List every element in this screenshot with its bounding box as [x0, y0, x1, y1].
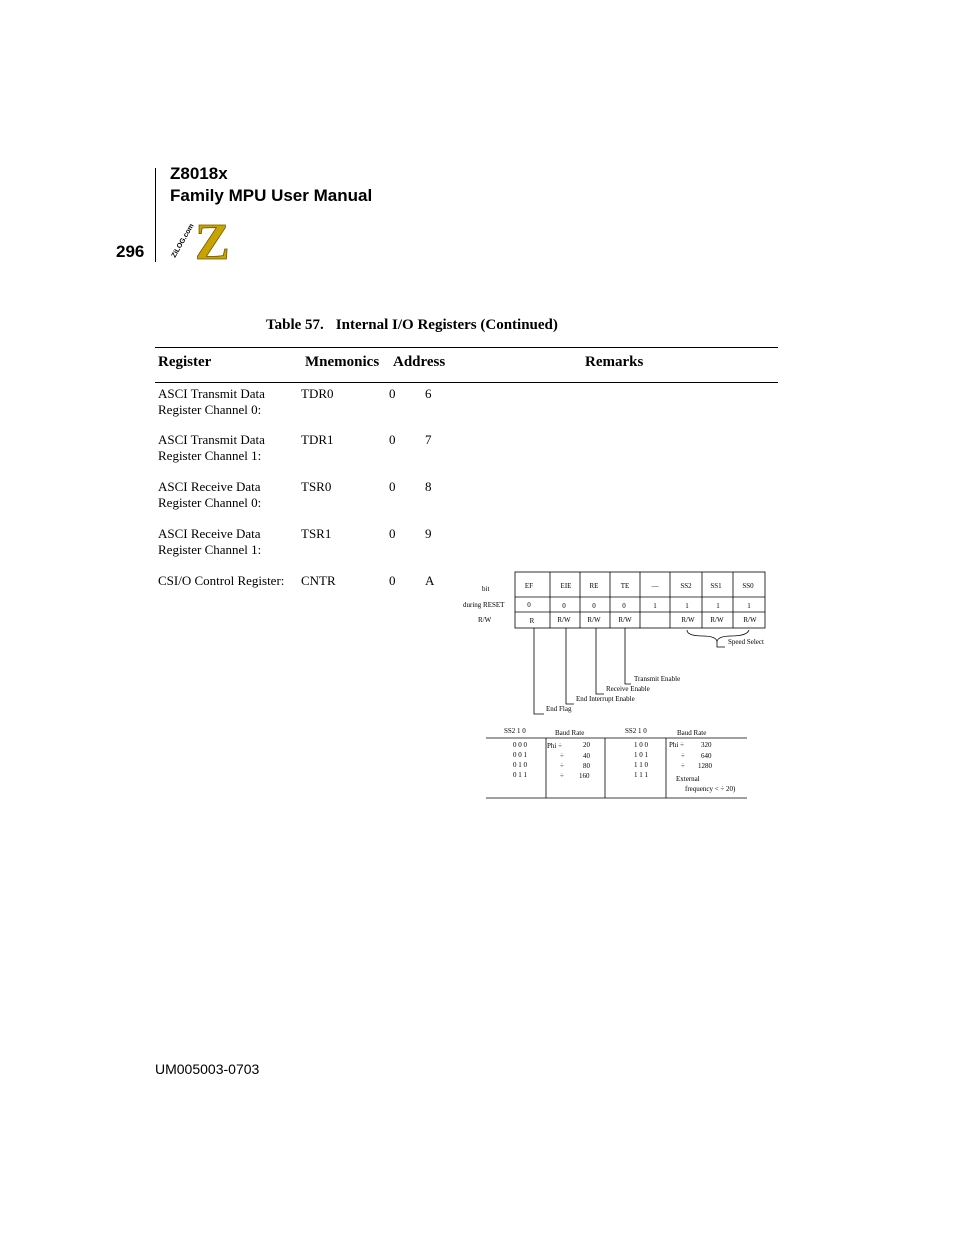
- table-number: Table 57.: [266, 317, 324, 333]
- bit-name-te: TE: [620, 582, 630, 590]
- page-number: 296: [116, 242, 145, 261]
- bit-reset-reserved: 1: [653, 602, 657, 610]
- bit-rw-te: R/W: [618, 616, 632, 624]
- bit-rw-ef: R: [529, 617, 535, 625]
- svg-text:0 1 1: 0 1 1: [513, 771, 527, 779]
- table-title: Internal I/O Registers (Continued): [335, 317, 558, 333]
- title-line-1: Z8018x: [170, 164, 228, 183]
- svg-text:320: 320: [701, 741, 712, 749]
- table-row-mnemonic: CNTR: [301, 573, 336, 588]
- table-row-address-lo: 6: [425, 386, 432, 401]
- table-top-rule: [155, 347, 778, 348]
- svg-text:0 0 1: 0 0 1: [513, 751, 527, 759]
- table-row-address-hi: 0: [389, 432, 396, 447]
- callout-receive-enable: Receive Enable: [606, 685, 650, 693]
- bit-rw-ss2: R/W: [681, 616, 695, 624]
- table-header-rule: [155, 382, 778, 383]
- svg-text:0 0 0: 0 0 0: [513, 741, 527, 749]
- svg-text:Phi ÷: Phi ÷: [669, 741, 684, 749]
- svg-text:÷: ÷: [560, 762, 564, 770]
- baud-header-ss-right: SS2 1 0: [625, 727, 647, 735]
- table-row-address-hi: 0: [389, 573, 396, 588]
- svg-text:1 1 0: 1 1 0: [634, 761, 648, 769]
- speed-select-leader: [717, 641, 725, 647]
- zilog-logo: [165, 214, 235, 264]
- table-row-address-hi: 0: [389, 386, 396, 401]
- baud-left-block: [513, 741, 591, 780]
- table-row-address-lo: 9: [425, 526, 432, 541]
- table-row-address-lo: A: [425, 573, 435, 588]
- bit-reset-ss1: 1: [716, 602, 720, 610]
- bit-grid: [515, 572, 765, 628]
- col-header-mnemonics: Mnemonics: [305, 354, 380, 370]
- col-header-register: Register: [158, 354, 212, 370]
- table-row-register: ASCI Receive Data Register Channel 0:: [158, 479, 262, 510]
- svg-text:1 0 0: 1 0 0: [634, 741, 648, 749]
- bit-name-ss0: SS0: [742, 582, 754, 590]
- svg-text:÷: ÷: [681, 762, 685, 770]
- bit-reset-re: 0: [592, 602, 596, 610]
- col-header-remarks: Remarks: [585, 354, 644, 370]
- svg-text:40: 40: [583, 752, 590, 760]
- svg-text:÷: ÷: [560, 752, 564, 760]
- svg-text:Phi ÷: Phi ÷: [547, 742, 562, 750]
- bit-reset-eie: 0: [562, 602, 566, 610]
- svg-text:640: 640: [701, 752, 712, 760]
- svg-text:1 1 1: 1 1 1: [634, 771, 648, 779]
- table-row-mnemonic: TSR0: [301, 479, 332, 494]
- title-line-2: Family MPU User Manual: [170, 186, 373, 205]
- col-header-address: Address: [393, 354, 446, 370]
- bit-name-eie: EIE: [560, 582, 572, 590]
- svg-text:1 0 1: 1 0 1: [634, 751, 648, 759]
- document-id: UM005003-0703: [155, 1061, 260, 1077]
- diagram-label-bit: bit: [482, 585, 490, 593]
- bit-name-re: RE: [589, 582, 599, 590]
- diagram-label-rw: R/W: [478, 616, 492, 624]
- table-caption: [266, 317, 558, 334]
- bit-name-ss2: SS2: [680, 582, 692, 590]
- cntr-bit-diagram: [455, 568, 785, 808]
- document-title: [170, 163, 372, 207]
- bit-reset-ef: 0: [527, 601, 531, 609]
- table-row-register: CSI/O Control Register:: [158, 573, 285, 588]
- bit-reset-ss2: 1: [685, 602, 689, 610]
- svg-text:160: 160: [579, 772, 590, 780]
- baud-header-rate-left: Baud Rate: [555, 729, 585, 737]
- table-row-mnemonic: TSR1: [301, 526, 332, 541]
- svg-text:frequency < ÷ 20): frequency < ÷ 20): [685, 785, 736, 793]
- svg-text:20: 20: [583, 741, 590, 749]
- bit-rw-ss0: R/W: [743, 616, 757, 624]
- table-row-address-hi: 0: [389, 526, 396, 541]
- table-row-address-hi: 0: [389, 479, 396, 494]
- svg-text:÷: ÷: [681, 752, 685, 760]
- logo-text: ZiLOG.com: [170, 222, 196, 259]
- svg-text:1280: 1280: [698, 762, 712, 770]
- svg-text:0 1 0: 0 1 0: [513, 761, 527, 769]
- table-row-register: ASCI Receive Data Register Channel 1:: [158, 526, 262, 557]
- bit-rw-ss1: R/W: [710, 616, 724, 624]
- header-rule: [155, 168, 156, 262]
- table-row-register: ASCI Transmit Data Register Channel 0:: [158, 386, 265, 417]
- baud-header-ss-left: SS2 1 0: [504, 727, 526, 735]
- baud-right-block: [634, 741, 736, 793]
- bit-rw-re: R/W: [587, 616, 601, 624]
- diagram-label-reset: during RESET: [463, 601, 505, 609]
- bit-name-ef: EF: [524, 582, 534, 590]
- bit-name-ss1: SS1: [710, 582, 722, 590]
- svg-text:External: External: [676, 775, 700, 783]
- svg-text:÷: ÷: [560, 772, 564, 780]
- table-row-register: ASCI Transmit Data Register Channel 1:: [158, 432, 265, 463]
- table-row-address-lo: 7: [425, 432, 432, 447]
- svg-text:80: 80: [583, 762, 590, 770]
- table-row-mnemonic: TDR0: [301, 386, 334, 401]
- bit-name-reserved: —: [651, 582, 659, 590]
- callout-end-interrupt-enable: End Interrupt Enable: [576, 695, 635, 703]
- table-row-mnemonic: TDR1: [301, 432, 334, 447]
- callout-end-flag: End Flag: [546, 705, 572, 713]
- bit-reset-ss0: 1: [747, 602, 751, 610]
- baud-header-rate-right: Baud Rate: [677, 729, 707, 737]
- bit-rw-eie: R/W: [557, 616, 571, 624]
- logo-letter: Z: [195, 214, 230, 264]
- callout-speed-select: Speed Select: [728, 638, 764, 646]
- bit-reset-te: 0: [622, 602, 626, 610]
- callout-transmit-enable: Transmit Enable: [634, 675, 681, 683]
- table-row-address-lo: 8: [425, 479, 432, 494]
